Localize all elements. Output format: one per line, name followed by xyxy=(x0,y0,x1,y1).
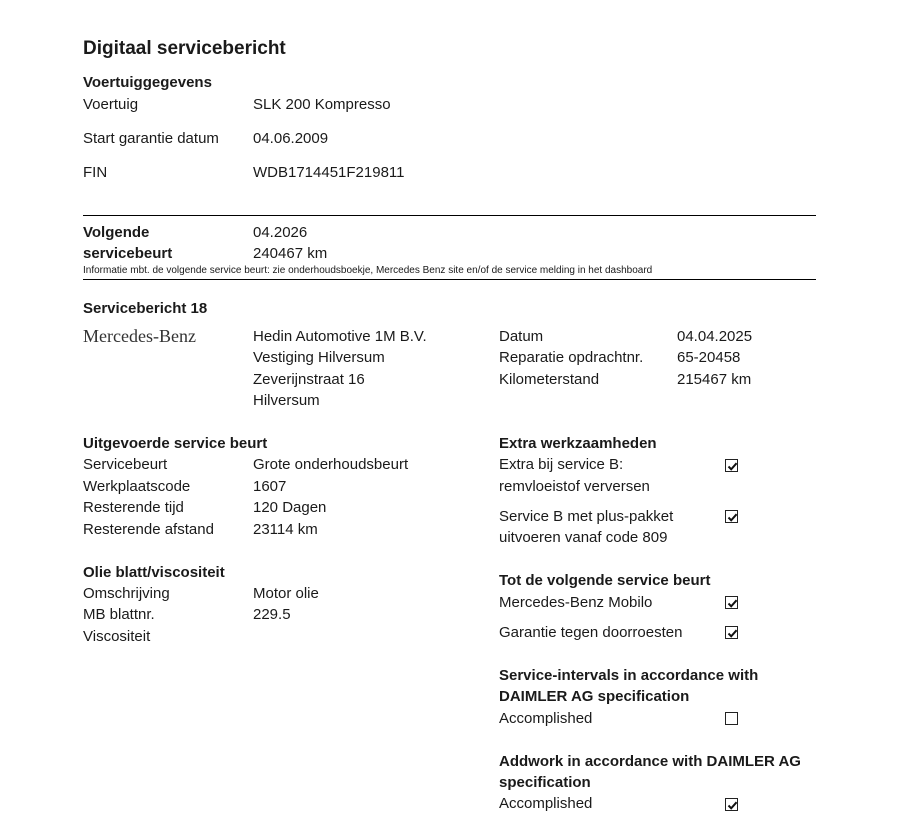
addwork-heading: Addwork in accordance with DAIMLER AG xyxy=(499,753,801,770)
viscosity-label: Viscositeit xyxy=(83,628,151,645)
warranty-start-value: 04.06.2009 xyxy=(253,130,329,147)
report-heading: Servicebericht 18 xyxy=(83,300,208,317)
intervals-accomplished-label: Accomplished xyxy=(499,710,593,727)
warranty-start-label: Start garantie datum xyxy=(83,130,219,147)
checkmark-icon xyxy=(726,627,739,640)
fin-value: WDB1714451F219811 xyxy=(253,164,405,181)
extra-item-1-line2: remvloeistof verversen xyxy=(499,478,650,495)
workshop-code-label: Werkplaatscode xyxy=(83,478,191,495)
rust-warranty-checkbox[interactable] xyxy=(725,626,738,639)
remaining-distance-value: 23114 km xyxy=(253,521,318,538)
mileage-label: Kilometerstand xyxy=(499,371,600,388)
extra-item-1-line1: Extra bij service B: xyxy=(499,456,624,473)
divider-top xyxy=(83,215,816,216)
checkmark-icon xyxy=(726,799,739,812)
intervals-heading: Service-intervals in accordance with xyxy=(499,667,759,684)
checkmark-icon xyxy=(726,460,739,473)
checkmark-icon xyxy=(726,511,739,524)
mileage-value: 215467 km xyxy=(677,371,752,388)
mobilo-checkbox[interactable] xyxy=(725,596,738,609)
service-type-value: Grote onderhoudsbeurt xyxy=(253,456,409,473)
extra-item-2-line2: uitvoeren vanaf code 809 xyxy=(499,529,668,546)
workshop-code-value: 1607 xyxy=(253,478,287,495)
extra-item-2-line1: Service B met plus-pakket xyxy=(499,508,674,525)
order-number-value: 65-20458 xyxy=(677,349,741,366)
dealer-street: Zeverijnstraat 16 xyxy=(253,371,365,388)
addwork-accomplished-checkbox[interactable] xyxy=(725,798,738,811)
intervals-accomplished-checkbox[interactable] xyxy=(725,712,738,725)
date-label: Datum xyxy=(499,328,544,345)
order-number-label: Reparatie opdrachtnr. xyxy=(499,349,644,366)
divider-bottom xyxy=(83,279,816,280)
oil-description-value: Motor olie xyxy=(253,585,319,602)
extra-heading: Extra werkzaamheden xyxy=(499,435,657,452)
next-service-km: 240467 km xyxy=(253,245,328,262)
mb-sheet-value: 229.5 xyxy=(253,606,291,623)
dealer-city: Hilversum xyxy=(253,392,320,409)
next-service-info: Informatie mbt. de volgende service beurt: zie onderhoudsboekje, Mercedes Benz site en/of de service melding in het dashboard xyxy=(83,265,653,276)
next-service-label-2: servicebeurt xyxy=(83,245,173,262)
fin-label: FIN xyxy=(83,164,108,181)
mb-sheet-label: MB blattnr. xyxy=(83,606,155,623)
intervals-heading-2: DAIMLER AG specification xyxy=(499,688,690,705)
date-value: 04.04.2025 xyxy=(677,328,753,345)
remaining-distance-label: Resterende afstand xyxy=(83,521,214,538)
dealer-branch: Vestiging Hilversum xyxy=(253,349,385,366)
remaining-time-label: Resterende tijd xyxy=(83,499,184,516)
addwork-heading-2: specification xyxy=(499,774,591,791)
vehicle-label: Voertuig xyxy=(83,96,139,113)
service-type-label: Servicebeurt xyxy=(83,456,168,473)
next-service-date: 04.2026 xyxy=(253,224,308,241)
next-service-label: Volgende xyxy=(83,224,150,241)
performed-heading: Uitgevoerde service beurt xyxy=(83,435,268,452)
oil-heading: Olie blatt/viscositeit xyxy=(83,564,225,581)
extra-item-1-checkbox[interactable] xyxy=(725,459,738,472)
checkmark-icon xyxy=(726,597,739,610)
dealer-name: Hedin Automotive 1M B.V. xyxy=(253,328,427,345)
vehicle-heading: Voertuiggegevens xyxy=(83,74,212,91)
extra-item-2-checkbox[interactable] xyxy=(725,510,738,523)
rust-warranty-label: Garantie tegen doorroesten xyxy=(499,624,683,641)
until-next-heading: Tot de volgende service beurt xyxy=(499,572,711,589)
vehicle-value: SLK 200 Kompresso xyxy=(253,96,391,113)
remaining-time-value: 120 Dagen xyxy=(253,499,327,516)
brand-logo-text: Mercedes-Benz xyxy=(83,326,196,346)
addwork-accomplished-label: Accomplished xyxy=(499,795,593,812)
mobilo-label: Mercedes-Benz Mobilo xyxy=(499,594,653,611)
oil-description-label: Omschrijving xyxy=(83,585,170,602)
page-title: Digitaal servicebericht xyxy=(83,38,286,59)
